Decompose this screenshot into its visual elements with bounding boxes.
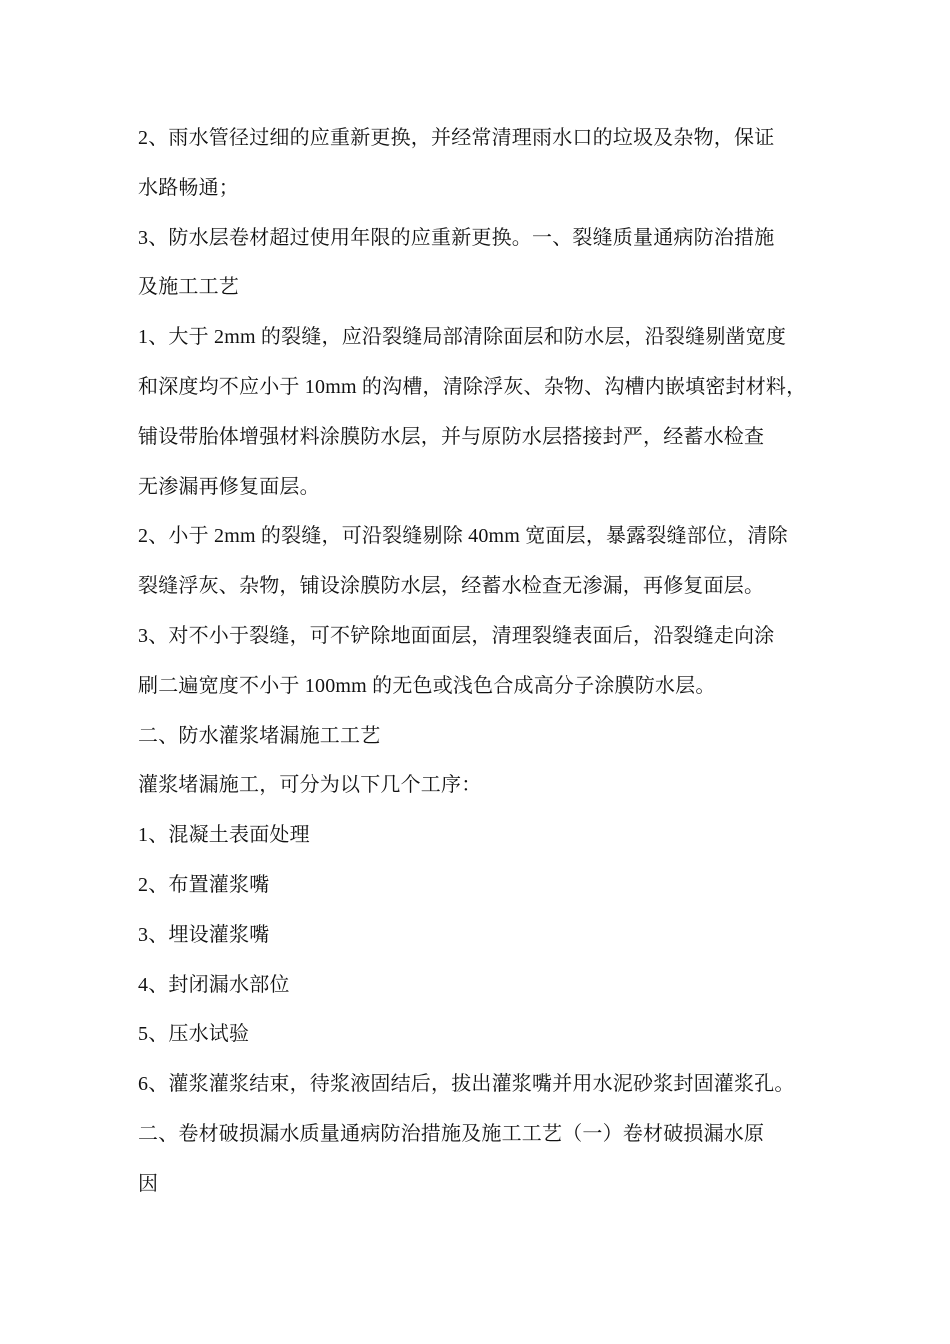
list-item: 1、混凝土表面处理	[138, 824, 310, 847]
text-line: 2、雨水管径过细的应重新更换，并经常清理雨水口的垃圾及杂物，保证	[138, 127, 775, 149]
text-line: 3、对不小于裂缝，可不铲除地面面层，清理裂缝表面后，沿裂缝走向涂	[138, 624, 775, 647]
text-line: 刷二遍宽度不小于 100mm 的无色或浅色合成高分子涂膜防水层。	[138, 674, 716, 697]
text-line: 铺设带胎体增强材料涂膜防水层，并与原防水层搭接封严，经蓄水检查	[138, 425, 765, 448]
text-line: 3、防水层卷材超过使用年限的应重新更换。一、裂缝质量通病防治措施	[138, 226, 775, 249]
text-line: 裂缝浮灰、杂物，铺设涂膜防水层，经蓄水检查无渗漏，再修复面层。	[138, 575, 765, 598]
text-line: 无渗漏再修复面层。	[138, 475, 320, 498]
text-line: 水路畅通；	[138, 176, 239, 199]
list-item: 3、埋设灌浆嘴	[138, 923, 270, 946]
list-item: 4、封闭漏水部位	[138, 973, 290, 996]
list-item: 6、灌浆灌浆结束，待浆液固结后，拔出灌浆嘴并用水泥砂浆封固灌浆孔。	[138, 1073, 795, 1096]
document-body	[138, 114, 838, 1210]
text-line: 2、小于 2mm 的裂缝，可沿裂缝剔除 40mm 宽面层，暴露裂缝部位，清除	[138, 525, 788, 548]
section-heading: 二、防水灌浆堵漏施工工艺	[138, 724, 381, 747]
list-item: 2、布置灌浆嘴	[138, 873, 270, 896]
text-line: 灌浆堵漏施工，可分为以下几个工序：	[138, 774, 482, 797]
text-line: 及施工工艺	[138, 276, 239, 299]
text-line: 和深度均不应小于 10mm 的沟槽，清除浮灰、杂物、沟槽内嵌填密封材料，	[138, 375, 807, 398]
list-item: 5、压水试验	[138, 1023, 250, 1046]
text-line: 1、大于 2mm 的裂缝，应沿裂缝局部清除面层和防水层，沿裂缝剔凿宽度	[138, 326, 787, 349]
section-heading: 二、卷材破损漏水质量通病防治措施及施工工艺（一）卷材破损漏水原	[138, 1122, 765, 1145]
text-line: 因	[138, 1172, 159, 1195]
